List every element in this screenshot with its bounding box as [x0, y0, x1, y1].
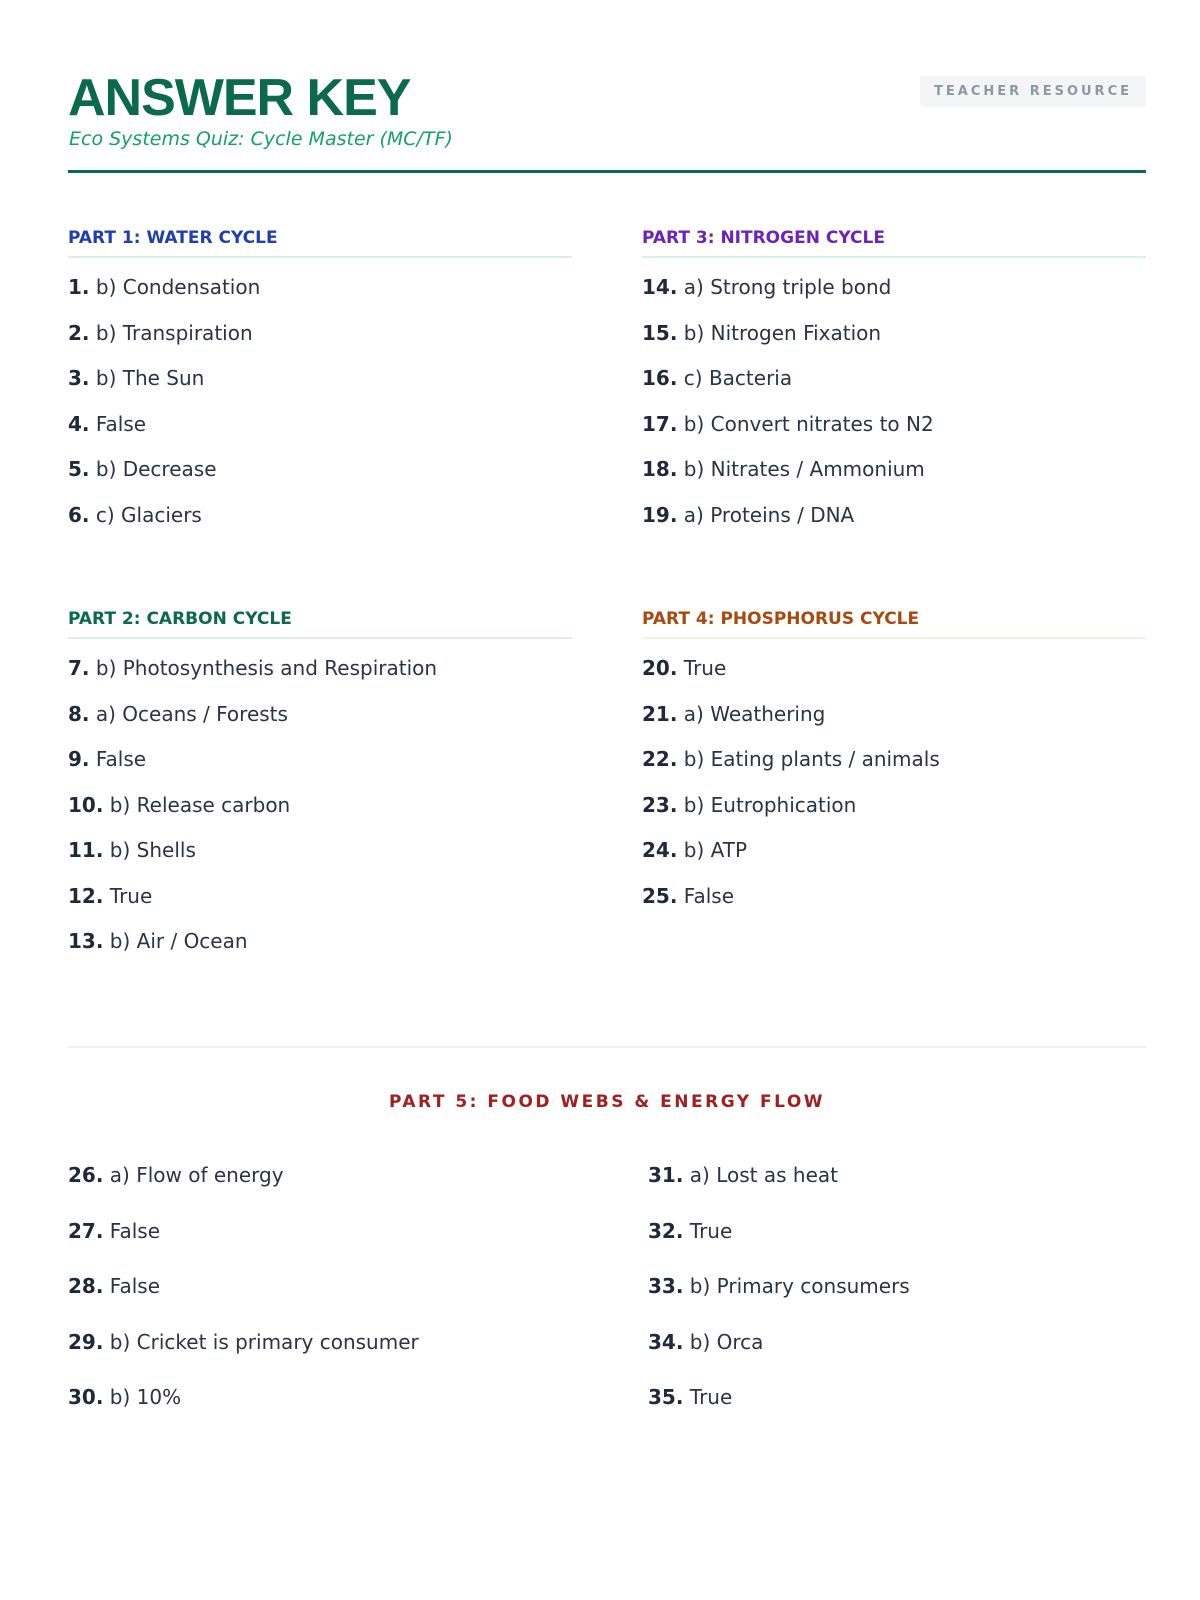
answer-list [642, 274, 1146, 547]
question-number: 1. [68, 275, 90, 299]
question-number: 34. [648, 1329, 684, 1354]
document-header [68, 68, 1146, 173]
answer-row [642, 837, 1146, 883]
answer-row [68, 365, 572, 411]
question-number: 8. [68, 701, 90, 726]
answer-row [642, 456, 1146, 502]
answer-text: b) Air / Ocean [109, 929, 248, 953]
page-subtitle: Eco Systems Quiz: Cycle Master (MC/TF) [69, 128, 453, 150]
answer-list [68, 274, 572, 547]
answer-text: False [95, 747, 147, 771]
section-heading-food-webs: PART 5: FOOD WEBS & ENERGY FLOW [388, 1092, 826, 1112]
answer-text: b) Orca [689, 1329, 764, 1354]
answer-text: a) Oceans / Forests [95, 701, 288, 726]
answer-row [68, 701, 572, 747]
answer-text: b) Condensation [95, 275, 261, 299]
section-carbon-cycle [68, 609, 572, 974]
answer-row [68, 1273, 568, 1329]
question-number: 29. [68, 1329, 104, 1354]
answer-text: False [109, 1218, 161, 1243]
question-number: 10. [68, 792, 104, 817]
answer-text: b) ATP [683, 838, 748, 862]
answer-text: b) Shells [109, 838, 196, 862]
section-heading: PART 3: NITROGEN CYCLE [642, 228, 1146, 258]
answer-row [642, 746, 1146, 792]
question-number: 6. [68, 502, 90, 527]
answer-text: b) Decrease [95, 457, 217, 481]
section-nitrogen-cycle [642, 228, 1146, 547]
answer-text: b) 10% [109, 1385, 182, 1409]
answer-row [68, 792, 572, 838]
question-number: 31. [648, 1163, 684, 1187]
question-number: 9. [68, 747, 90, 771]
answer-text: c) Glaciers [95, 502, 202, 527]
food-webs-answers-left [68, 1162, 568, 1440]
page-title: ANSWER KEY [68, 69, 411, 127]
question-number: 13. [68, 929, 104, 953]
answer-text: a) Weathering [683, 701, 826, 726]
answer-row [642, 701, 1146, 747]
answer-text: b) Primary consumers [689, 1274, 910, 1298]
answer-row [648, 1384, 1148, 1440]
question-number: 2. [68, 320, 90, 345]
answer-text: b) Transpiration [95, 320, 253, 345]
answer-text: True [109, 883, 153, 908]
answer-text: b) The Sun [95, 366, 205, 390]
section-heading: PART 1: WATER CYCLE [68, 228, 572, 258]
question-number: 27. [68, 1218, 104, 1243]
answer-text: True [683, 656, 727, 680]
answer-text: True [689, 1218, 733, 1243]
question-number: 21. [642, 701, 678, 726]
answer-row [68, 320, 572, 366]
answer-text: b) Nitrogen Fixation [683, 320, 882, 345]
question-number: 26. [68, 1163, 104, 1187]
answer-list [642, 655, 1146, 928]
question-number: 16. [642, 366, 678, 390]
answer-text: a) Strong triple bond [683, 275, 892, 299]
question-number: 32. [648, 1218, 684, 1243]
answer-row [648, 1218, 1148, 1274]
answer-list [68, 655, 572, 974]
question-number: 18. [642, 457, 678, 481]
answer-text: b) Eutrophication [683, 792, 857, 817]
answer-row [68, 655, 572, 701]
answer-row [68, 883, 572, 929]
answer-row [642, 365, 1146, 411]
question-number: 3. [68, 366, 90, 390]
question-number: 15. [642, 320, 678, 345]
question-number: 5. [68, 457, 90, 481]
answer-text: a) Lost as heat [689, 1163, 838, 1187]
answer-text: b) Eating plants / animals [683, 747, 940, 771]
answer-text: True [689, 1385, 733, 1409]
answer-row [68, 837, 572, 883]
answer-row [68, 456, 572, 502]
answer-row [68, 1329, 568, 1385]
answer-text: b) Release carbon [109, 792, 291, 817]
answer-row [642, 320, 1146, 366]
question-number: 25. [642, 883, 678, 908]
section-water-cycle [68, 228, 572, 547]
question-number: 11. [68, 838, 104, 862]
section-phosphorus-cycle [642, 609, 1146, 928]
answer-row [68, 928, 572, 974]
answer-text: b) Convert nitrates to N2 [683, 411, 934, 436]
answer-row [642, 502, 1146, 548]
answer-text: c) Bacteria [683, 366, 793, 390]
answer-row [642, 792, 1146, 838]
question-number: 30. [68, 1385, 104, 1409]
answer-row [68, 746, 572, 792]
food-webs-answers-right [648, 1162, 1148, 1440]
question-number: 20. [642, 656, 678, 680]
section-divider [68, 1046, 1146, 1048]
answer-text: b) Nitrates / Ammonium [683, 457, 925, 481]
question-number: 14. [642, 275, 678, 299]
answer-row [68, 1162, 568, 1218]
answer-text: b) Photosynthesis and Respiration [95, 656, 438, 680]
question-number: 24. [642, 838, 678, 862]
answer-row [68, 1384, 568, 1440]
question-number: 17. [642, 411, 678, 436]
answer-row [648, 1273, 1148, 1329]
section-heading: PART 2: CARBON CYCLE [68, 609, 572, 639]
question-number: 28. [68, 1274, 104, 1298]
question-number: 23. [642, 792, 678, 817]
answer-row [68, 411, 572, 457]
answer-text: False [109, 1274, 161, 1298]
answer-row [68, 274, 572, 320]
question-number: 4. [68, 411, 90, 436]
question-number: 33. [648, 1274, 684, 1298]
answer-row [68, 502, 572, 548]
section-heading: PART 4: PHOSPHORUS CYCLE [642, 609, 1146, 639]
answer-text: False [683, 883, 735, 908]
question-number: 35. [648, 1385, 684, 1409]
answer-row [648, 1162, 1148, 1218]
question-number: 7. [68, 656, 90, 680]
answer-text: a) Proteins / DNA [683, 502, 855, 527]
question-number: 12. [68, 883, 104, 908]
answer-text: b) Cricket is primary consumer [109, 1329, 419, 1354]
answer-row [642, 411, 1146, 457]
answer-row [642, 655, 1146, 701]
answer-row [648, 1329, 1148, 1385]
answer-text: False [95, 411, 147, 436]
answer-row [68, 1218, 568, 1274]
question-number: 22. [642, 747, 678, 771]
teacher-resource-badge: TEACHER RESOURCE [920, 76, 1146, 107]
answer-text: a) Flow of energy [109, 1163, 284, 1187]
answer-row [642, 274, 1146, 320]
answer-row [642, 883, 1146, 929]
question-number: 19. [642, 502, 678, 527]
